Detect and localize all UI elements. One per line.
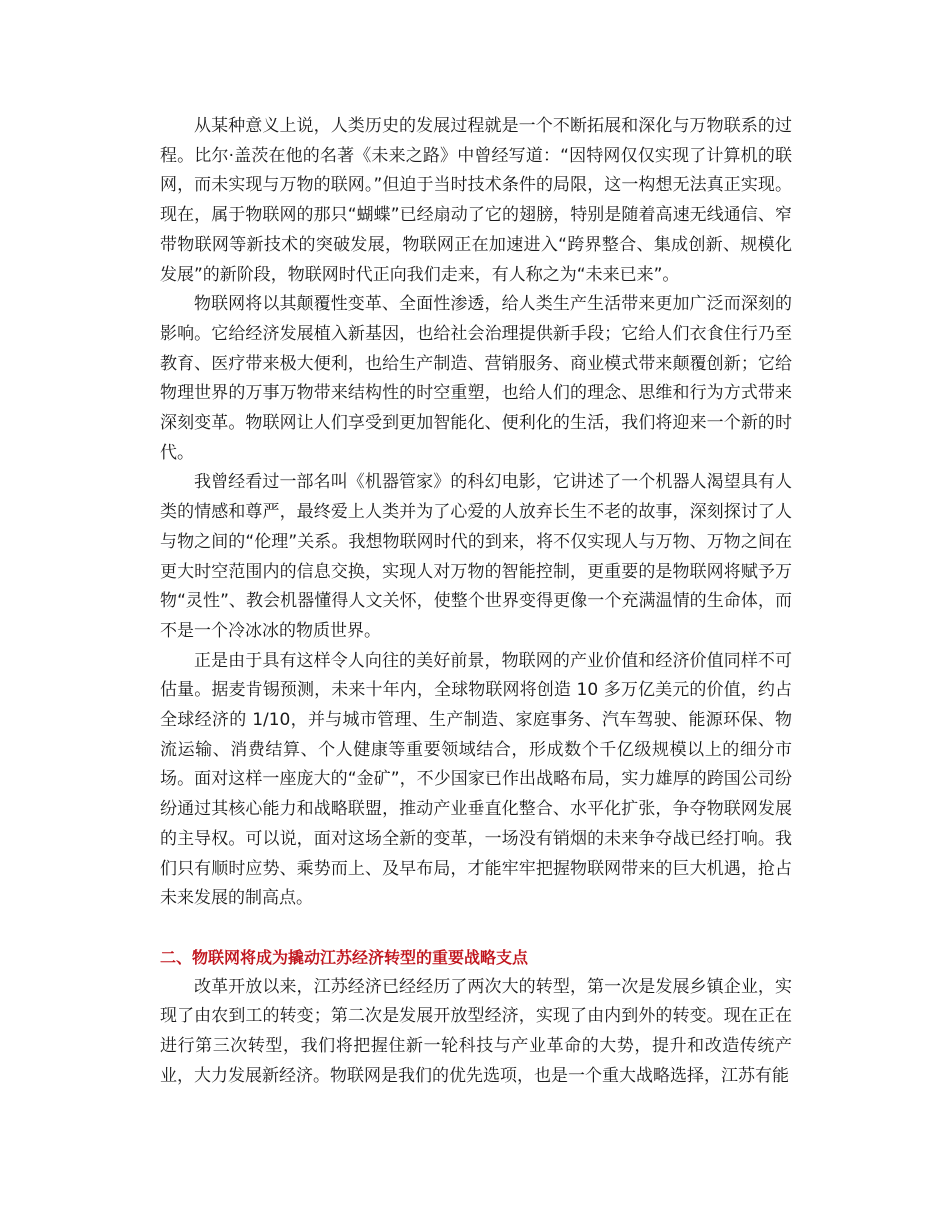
document-page xyxy=(160,112,792,1092)
paragraph-3: 我曾经看过一部名叫《机器管家》的科幻电影，它讲述了一个机器人渴望具有人类的情感和尊严，最终爱上人类并为了心爱的人放弃长生不老的故事，深刻探讨了人与物之间的“伦理”关系。我想物联网时代的到来，将不仅实现人与万物、万物之间在更大时空范围内的信息交换，实现人对万物的智能控制，更重要的是物联网将赋予万物“灵性”、教会机器懂得人文关怀，使整个世界变得更像一个充满温情的生命体，而不是一个冷冰冰的物质世界。 xyxy=(160,472,792,641)
paragraph-2: 物联网将以其颠覆性变革、全面性渗透，给人类生产生活带来更加广泛而深刻的影响。它给经济发展植入新基因，也给社会治理提供新手段；它给人们衣食住行乃至教育、医疗带来极大便利，也给生产制造、营销服务、商业模式带来颠覆创新；它给物理世界的万事万物带来结构性的时空重塑，也给人们的理念、思维和行为方式带来深刻变革。物联网让人们享受到更加智能化、便利化的生活，我们将迎来一个新的时代。 xyxy=(160,294,792,463)
paragraph-1: 从某种意义上说，人类历史的发展过程就是一个不断拓展和深化与万物联系的过程。比尔·盖茨在他的名著《未来之路》中曾经写道：“因特网仅仅实现了计算机的联网，而未实现与万物的联网。”但迫于当时技术条件的局限，这一构想无法真正实现。现在，属于物联网的那只“蝴蝶”已经扇动了它的翅膀，特别是随着高速无线通信、窄带物联网等新技术的突破发展，物联网正在加速进入“跨界整合、集成创新、规模化发展”的新阶段，物联网时代正向我们走来，有人称之为“未来已来”。 xyxy=(160,116,792,285)
section-heading: 二、物联网将成为撬动江苏经济转型的重要战略支点 xyxy=(160,947,529,967)
section-paragraph: 改革开放以来，江苏经济已经经历了两次大的转型，第一次是发展乡镇企业，实现了由农到工的转变；第二次是发展开放型经济，实现了由内到外的转变。现在正在进行第三次转型，我们将把握住新一轮科技与产业革命的大势，提升和改造传统产业，大力发展新经济。物联网是我们的优先选项，也是一个重大战略选择，江苏有能 xyxy=(160,976,792,1086)
paragraph-4: 正是由于具有这样令人向往的美好前景，物联网的产业价值和经济价值同样不可估量。据麦肯锡预测，未来十年内，全球物联网将创造 10 多万亿美元的价值，约占全球经济的 1/10，并与城市管理、生产制造、家庭事务、汽车驾驶、能源环保、物流运输、消费结算、个人健康等重要领域结合，形成数个千亿级规模以上的细分市场。面对这样一座庞大的“金矿”，不少国家已作出战略布局，实力雄厚的跨国公司纷纷通过其核心能力和战略联盟，推动产业垂直化整合、水平化扩张，争夺物联网发展的主导权。可以说，面对这场全新的变革，一场没有销烟的未来争夺战已经打响。我们只有顺时应势、乘势而上、及早布局，才能牢牢把握物联网带来的巨大机遇，抢占未来发展的制高点。 xyxy=(160,650,792,909)
